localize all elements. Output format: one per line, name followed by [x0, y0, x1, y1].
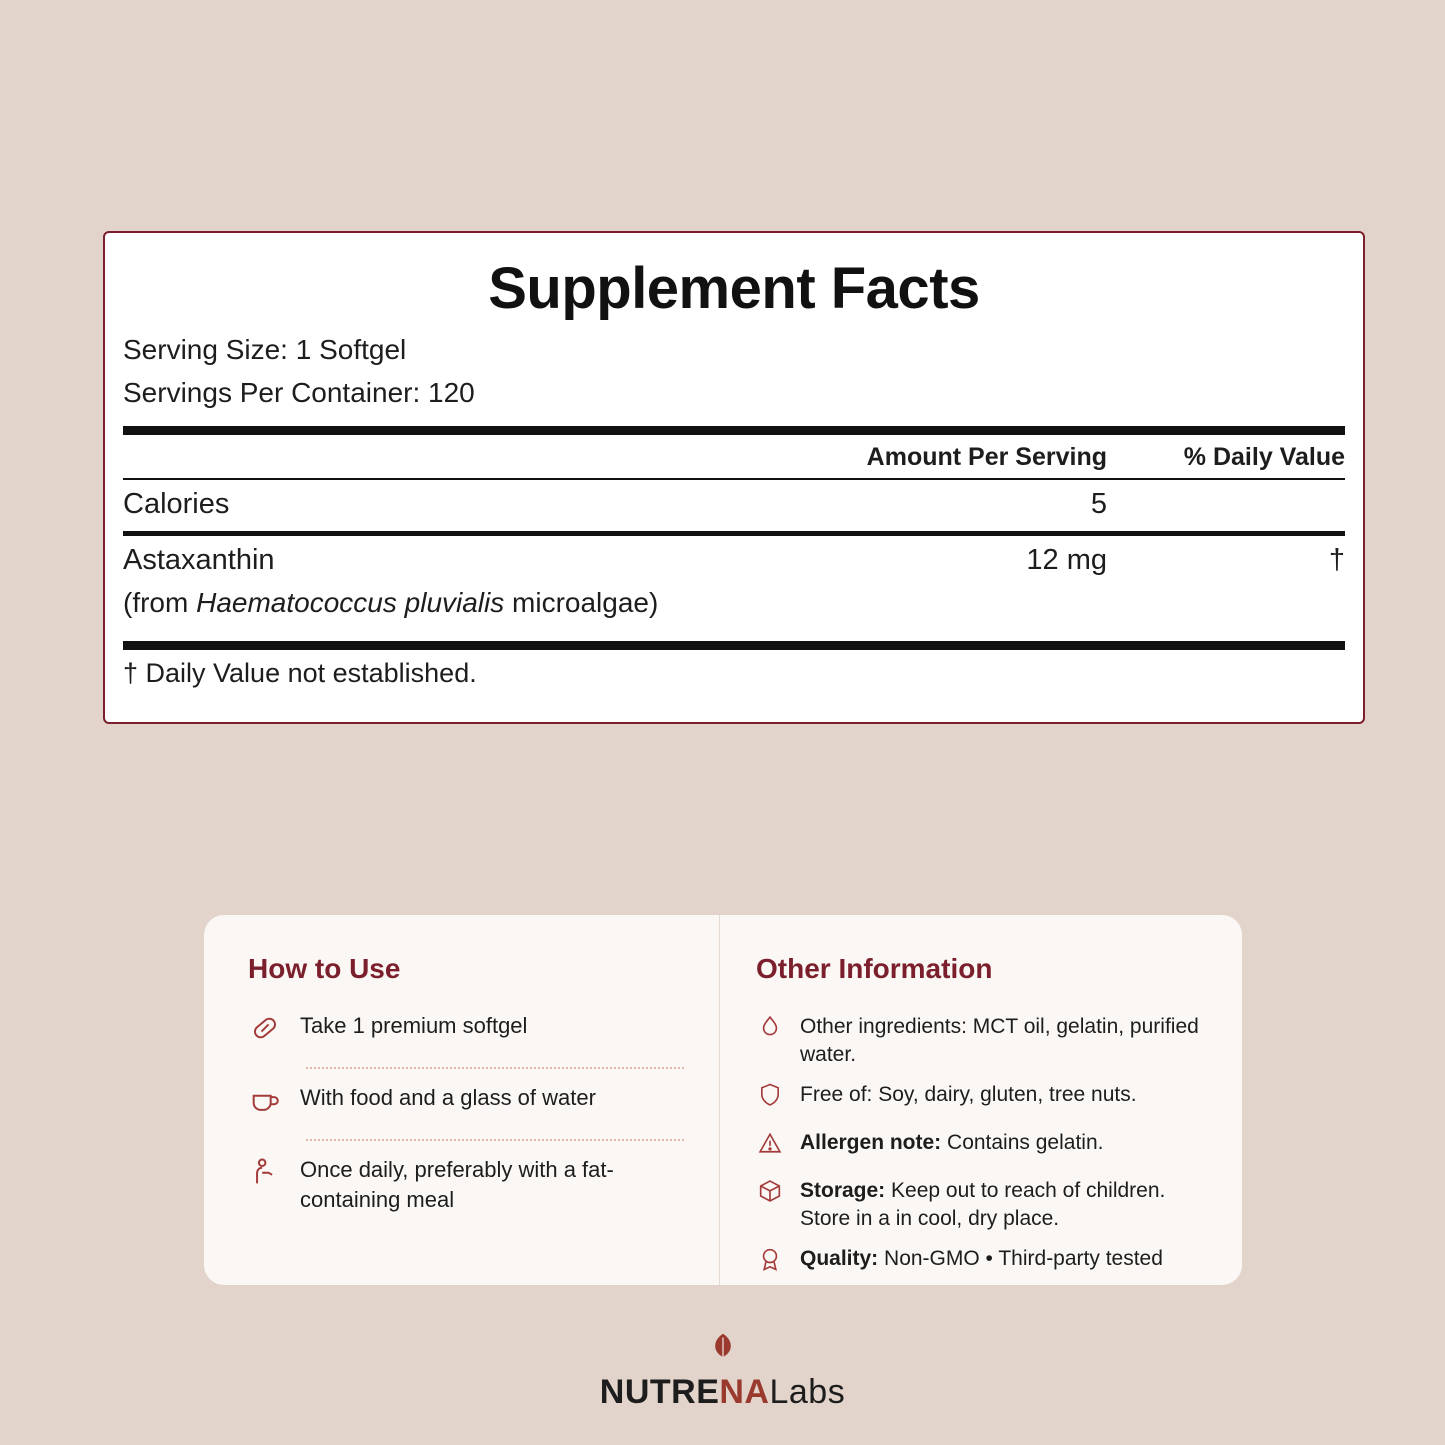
list-item-label: Quality: [800, 1247, 879, 1270]
info-card [204, 915, 1242, 1285]
supplement-facts-title: Supplement Facts [488, 256, 980, 321]
shield-icon [756, 1081, 784, 1117]
column-header-amount: Amount Per Serving [866, 443, 1107, 471]
list-item [248, 1007, 693, 1057]
list-item [756, 1123, 1216, 1171]
divider-thick-bottom [123, 641, 1345, 650]
list-item-label: With food and a glass of water [300, 1085, 596, 1110]
brand-logo [0, 1330, 1445, 1412]
list-item-label: Other ingredients: MCT oil, gelatin, purified water. [800, 1015, 1199, 1066]
table-row [123, 536, 1345, 587]
source-suffix: microalgae) [504, 587, 659, 618]
list-item-value: Contains gelatin. [941, 1131, 1104, 1154]
divider [306, 1139, 684, 1141]
source-species: Haematococcus pluvialis [196, 587, 505, 618]
capsule-icon [248, 1011, 282, 1053]
warning-icon [756, 1129, 784, 1165]
list-item-label: Free of: Soy, dairy, gluten, tree nuts. [800, 1083, 1137, 1106]
brand-name-part3: Labs [769, 1373, 846, 1411]
list-item-text [800, 1177, 1216, 1233]
list-item [248, 1151, 693, 1219]
list-item [756, 1007, 1216, 1075]
daily-value-footnote: † Daily Value not established. [123, 658, 477, 688]
nutrient-source [123, 587, 1345, 629]
person-icon [248, 1155, 282, 1197]
list-item [756, 1239, 1216, 1287]
badge-icon [756, 1245, 784, 1281]
nutrient-amount: 5 [1090, 488, 1107, 520]
list-item-label: Allergen note: [800, 1131, 942, 1154]
source-prefix: (from [123, 587, 197, 618]
nutrient-amount: 12 mg [1026, 544, 1107, 576]
cup-icon [248, 1083, 282, 1125]
servings-per-container: Servings Per Container: 120 [123, 377, 475, 408]
droplet-icon [756, 1013, 784, 1049]
list-item [756, 1075, 1216, 1123]
list-item-value: Non-GMO • Third-party tested [878, 1247, 1163, 1270]
list-item [756, 1171, 1216, 1239]
how-to-use-section [204, 915, 720, 1285]
list-item-label: Storage: [800, 1179, 886, 1202]
table-row [123, 480, 1345, 531]
serving-size: Serving Size: 1 Softgel [123, 334, 407, 365]
how-to-use-heading: How to Use [248, 953, 401, 984]
list-item-text [800, 1129, 1103, 1157]
other-information-section [720, 915, 1242, 1285]
brand-name-part2: NA [719, 1373, 770, 1411]
supplement-facts-panel [103, 231, 1365, 724]
list-item-text [800, 1245, 1163, 1273]
nutrient-name: Calories [123, 488, 230, 520]
brand-name-part1: NUTRE [599, 1373, 720, 1411]
divider [306, 1067, 684, 1069]
divider-thick-top [123, 426, 1345, 435]
list-item-label: Once daily, preferably with a fat-containing meal [300, 1157, 614, 1212]
list-item [248, 1079, 693, 1129]
column-header-daily-value: % Daily Value [1183, 443, 1345, 471]
list-item-label: Take 1 premium softgel [300, 1013, 528, 1038]
column-headers [123, 435, 1345, 478]
brand-name [0, 1373, 1445, 1412]
list-item-value: Keep out to reach of children. Store in a in cool, dry place. [800, 1179, 1166, 1230]
leaf-icon [0, 1330, 1445, 1371]
nutrient-name: Astaxanthin [123, 544, 275, 576]
other-information-heading: Other Information [756, 953, 993, 984]
nutrient-daily-value: † [1328, 544, 1345, 576]
box-icon [756, 1177, 784, 1213]
